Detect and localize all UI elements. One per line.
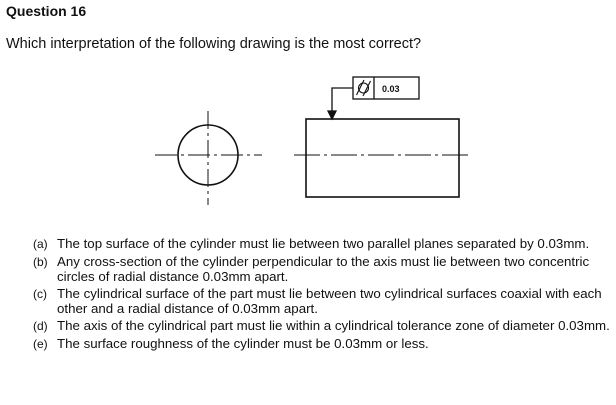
question-prompt: Which interpretation of the following drawing is the most correct? xyxy=(6,36,422,52)
option-text: The cylindrical surface of the part must lie between two cylindrical surfaces coaxial with each other and a radial distance of 0.03mm apart. xyxy=(57,286,602,316)
option-text: The axis of the cylindrical part must lie within a cylindrical tolerance zone of diameter 0.03mm. xyxy=(57,318,610,333)
side-view-outline xyxy=(306,119,459,197)
option-e[interactable] xyxy=(33,336,616,352)
option-c[interactable] xyxy=(33,286,616,316)
option-a[interactable] xyxy=(33,236,616,252)
option-text: The top surface of the cylinder must lie between two parallel planes separated by 0.03mm. xyxy=(57,236,590,251)
side-view xyxy=(294,119,472,197)
option-letter: (a) xyxy=(33,237,48,251)
option-letter: (b) xyxy=(33,255,48,269)
option-text: Any cross-section of the cylinder perpendicular to the axis must lie between two concentric circles of radial distance 0.03mm apart. xyxy=(57,254,590,284)
option-text: The surface roughness of the cylinder must be 0.03mm or less. xyxy=(57,336,429,351)
leader-arrowhead xyxy=(328,111,336,119)
tolerance-value: 0.03 xyxy=(382,84,400,94)
end-view xyxy=(155,111,262,205)
option-letter: (d) xyxy=(33,319,48,333)
option-b[interactable] xyxy=(33,254,616,284)
option-letter: (e) xyxy=(33,337,48,351)
question-heading: Question 16 xyxy=(6,3,87,19)
option-d[interactable] xyxy=(33,318,616,334)
option-letter: (c) xyxy=(33,287,47,301)
feature-control-frame xyxy=(353,77,419,99)
answer-options xyxy=(33,236,616,354)
leader-line xyxy=(328,88,353,119)
